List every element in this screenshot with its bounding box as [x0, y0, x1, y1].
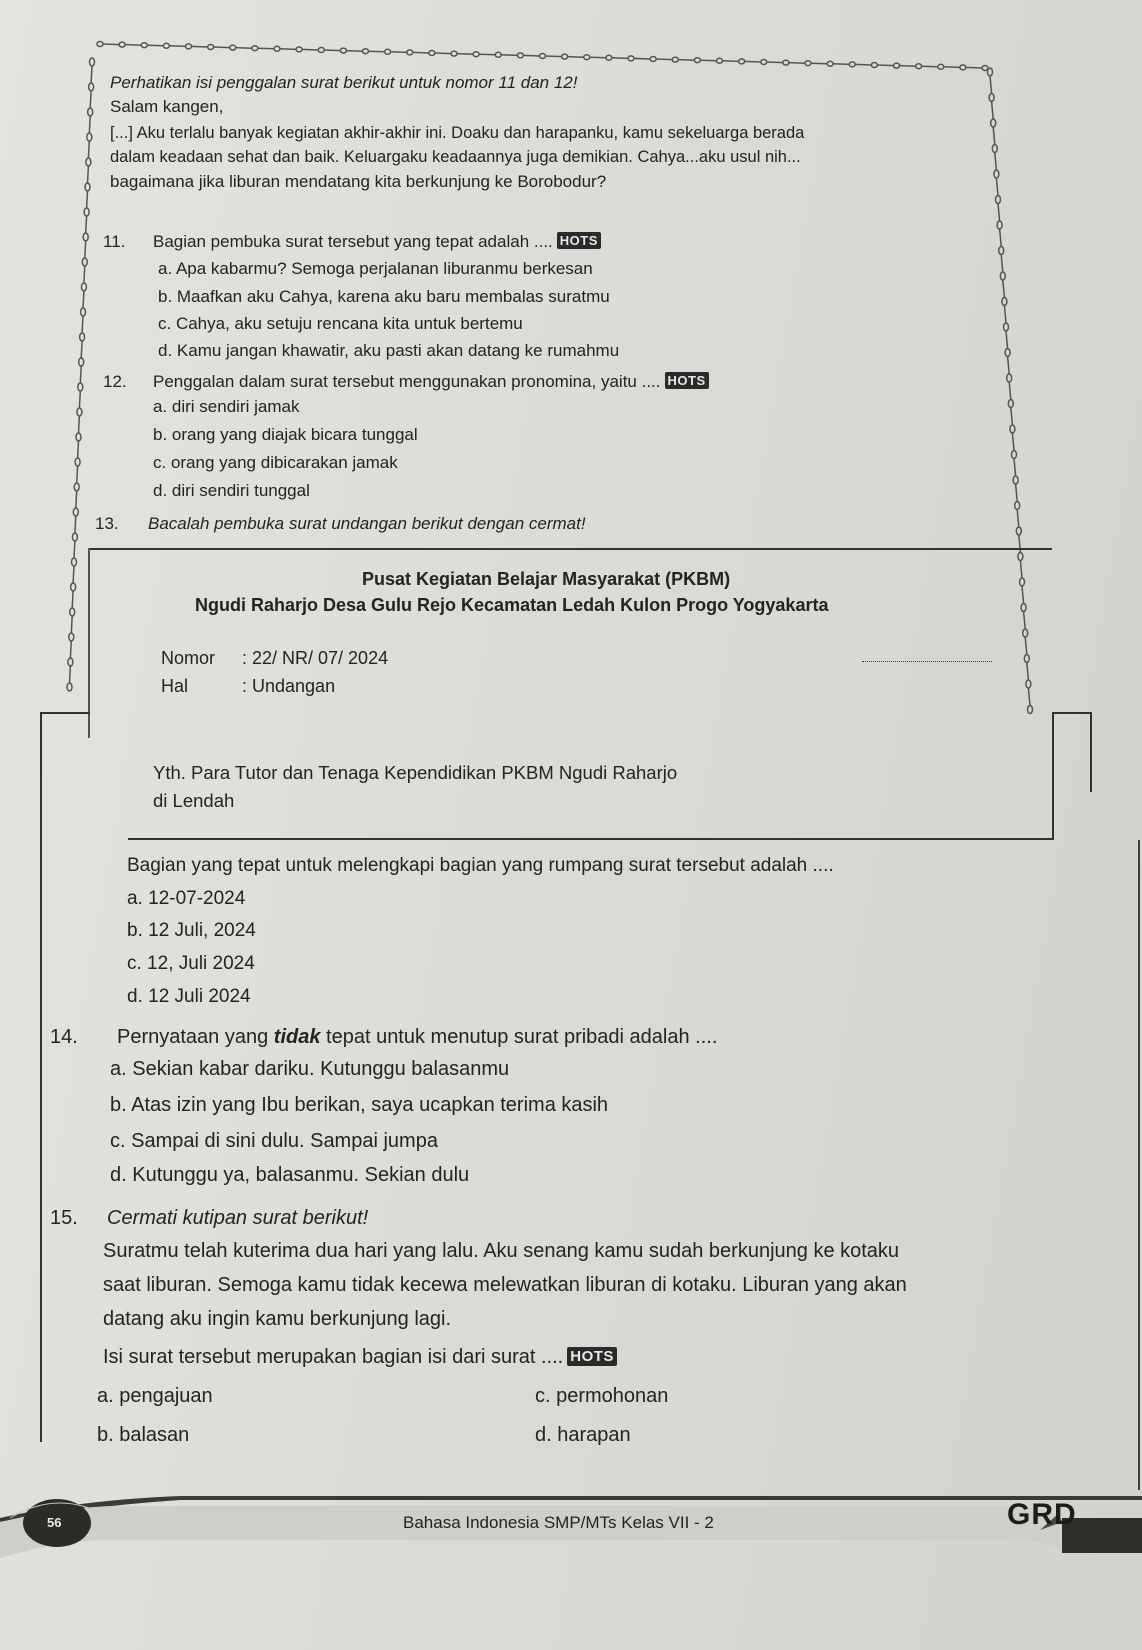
- q14-number: 14.: [50, 1026, 78, 1048]
- section-right-rule: [1138, 840, 1140, 1490]
- letter-box-top-border: [88, 548, 1052, 550]
- intro-instruction: Perhatikan isi penggalan surat berikut untuk nomor 11 dan 12!: [110, 73, 578, 92]
- letter-hal-label: Hal: [161, 676, 189, 696]
- q14-text-emphasis: tidak: [273, 1026, 321, 1048]
- q12-question: [153, 372, 709, 392]
- q13-option-a: a. 12-07-2024: [127, 888, 246, 909]
- hots-badge: HOTS: [567, 1347, 617, 1366]
- q11-option-a: a. Apa kabarmu? Semoga perjalanan liburanmu berkesan: [158, 259, 593, 278]
- q11-question: [153, 232, 601, 252]
- letter-recipient-line-1: Yth. Para Tutor dan Tenaga Kependidikan PKBM Ngudi Raharjo: [153, 762, 678, 783]
- publisher-logo: GRD: [1007, 1498, 1077, 1531]
- letter-org-line-2: Ngudi Raharjo Desa Gulu Rejo Kecamatan Ledah Kulon Progo Yogyakarta: [195, 595, 829, 615]
- q14-option-b: b. Atas izin yang Ibu berikan, saya ucapkan terima kasih: [110, 1094, 609, 1116]
- q12-number: 12.: [103, 372, 127, 391]
- q12-option-c: c. orang yang dibicarakan jamak: [153, 453, 398, 472]
- q14-option-c: c. Sampai di sini dulu. Sampai jumpa: [110, 1130, 438, 1152]
- q12-option-b: b. orang yang diajak bicara tunggal: [153, 425, 418, 444]
- q11-option-c: c. Cahya, aku setuju rencana kita untuk bertemu: [158, 314, 523, 333]
- q15-option-c: c. permohonan: [535, 1385, 669, 1407]
- q12-option-a: a. diri sendiri jamak: [153, 397, 300, 416]
- letter-box-bottom-border: [128, 838, 1054, 840]
- q11-option-d: d. Kamu jangan khawatir, aku pasti akan datang ke rumahmu: [158, 341, 620, 360]
- q14-question: [117, 1026, 717, 1049]
- hots-badge: HOTS: [665, 372, 709, 389]
- letter-org-line-1: Pusat Kegiatan Belajar Masyarakat (PKBM): [362, 569, 731, 589]
- q13-option-b: b. 12 Juli, 2024: [127, 920, 256, 941]
- q15-option-d: d. harapan: [535, 1424, 631, 1446]
- q15-option-b: b. balasan: [97, 1424, 190, 1446]
- letter-line-2: dalam keadaan sehat dan baik. Keluargaku keadaannya juga demikian. Cahya...aku usul nih...: [110, 148, 801, 166]
- hots-badge: HOTS: [557, 232, 601, 249]
- q15-option-a: a. pengajuan: [97, 1385, 213, 1407]
- q14-text-after: tepat untuk menutup surat pribadi adalah ....: [320, 1026, 718, 1048]
- q15-number: 15.: [50, 1207, 78, 1229]
- section-left-rule: [40, 712, 42, 1442]
- q11-text: Bagian pembuka surat tersebut yang tepat adalah ....: [153, 232, 553, 251]
- q13-option-c: c. 12, Juli 2024: [127, 953, 255, 974]
- letter-box-right-border: [1052, 712, 1054, 840]
- letter-line-1: [...] Aku terlalu banyak kegiatan akhir-akhir ini. Doaku dan harapanku, kamu sekeluarga berada: [110, 124, 805, 142]
- q15-question: [103, 1346, 617, 1369]
- q11-option-b: b. Maafkan aku Cahya, karena aku baru membalas suratmu: [158, 287, 610, 306]
- q15-excerpt-line-1: Suratmu telah kuterima dua hari yang lalu. Aku senang kamu sudah berkunjung ke kotaku: [103, 1240, 900, 1262]
- q12-text: Penggalan dalam surat tersebut menggunakan pronomina, yaitu ....: [153, 372, 661, 391]
- q11-number: 11.: [103, 232, 126, 251]
- page-number: 56: [47, 1515, 62, 1530]
- q12-option-d: d. diri sendiri tunggal: [153, 481, 310, 500]
- letter-line-3: bagaimana jika liburan mendatang kita berkunjung ke Borobodur?: [110, 172, 607, 191]
- q13-text: Bacalah pembuka surat undangan berikut dengan cermat!: [148, 514, 586, 533]
- q13-option-d: d. 12 Juli 2024: [127, 986, 251, 1007]
- q15-text: Cermati kutipan surat berikut!: [107, 1207, 369, 1229]
- letter-hal-value: : Undangan: [242, 676, 336, 696]
- section-right-rule-top: [1090, 712, 1092, 792]
- q14-text-before: Pernyataan yang: [117, 1026, 274, 1048]
- letter-greeting: Salam kangen,: [110, 97, 224, 116]
- footer-band: [0, 1478, 1142, 1588]
- q14-option-a: a. Sekian kabar dariku. Kutunggu balasanmu: [110, 1058, 510, 1080]
- letter-nomor-value: : 22/ NR/ 07/ 2024: [242, 648, 389, 668]
- q15-excerpt-line-3: datang aku ingin kamu berkunjung lagi.: [103, 1308, 452, 1330]
- date-blank-line: [862, 647, 992, 662]
- q15-question-text: Isi surat tersebut merupakan bagian isi dari surat ....: [103, 1346, 564, 1368]
- letter-recipient-line-2: di Lendah: [153, 790, 235, 811]
- q15-excerpt-line-2: saat liburan. Semoga kamu tidak kecewa melewatkan liburan di kotaku. Liburan yang akan: [103, 1274, 907, 1296]
- letter-box-left-border: [88, 548, 90, 738]
- section-left-rule-cap: [40, 712, 90, 714]
- footer-book-title: Bahasa Indonesia SMP/MTs Kelas VII - 2: [403, 1513, 714, 1532]
- q13-question: Bagian yang tepat untuk melengkapi bagian yang rumpang surat tersebut adalah ....: [127, 855, 834, 876]
- letter-box-right-cap: [1052, 712, 1092, 714]
- letter-nomor-label: Nomor: [161, 648, 216, 668]
- q13-number: 13.: [95, 514, 119, 533]
- q14-option-d: d. Kutunggu ya, balasanmu. Sekian dulu: [110, 1164, 470, 1186]
